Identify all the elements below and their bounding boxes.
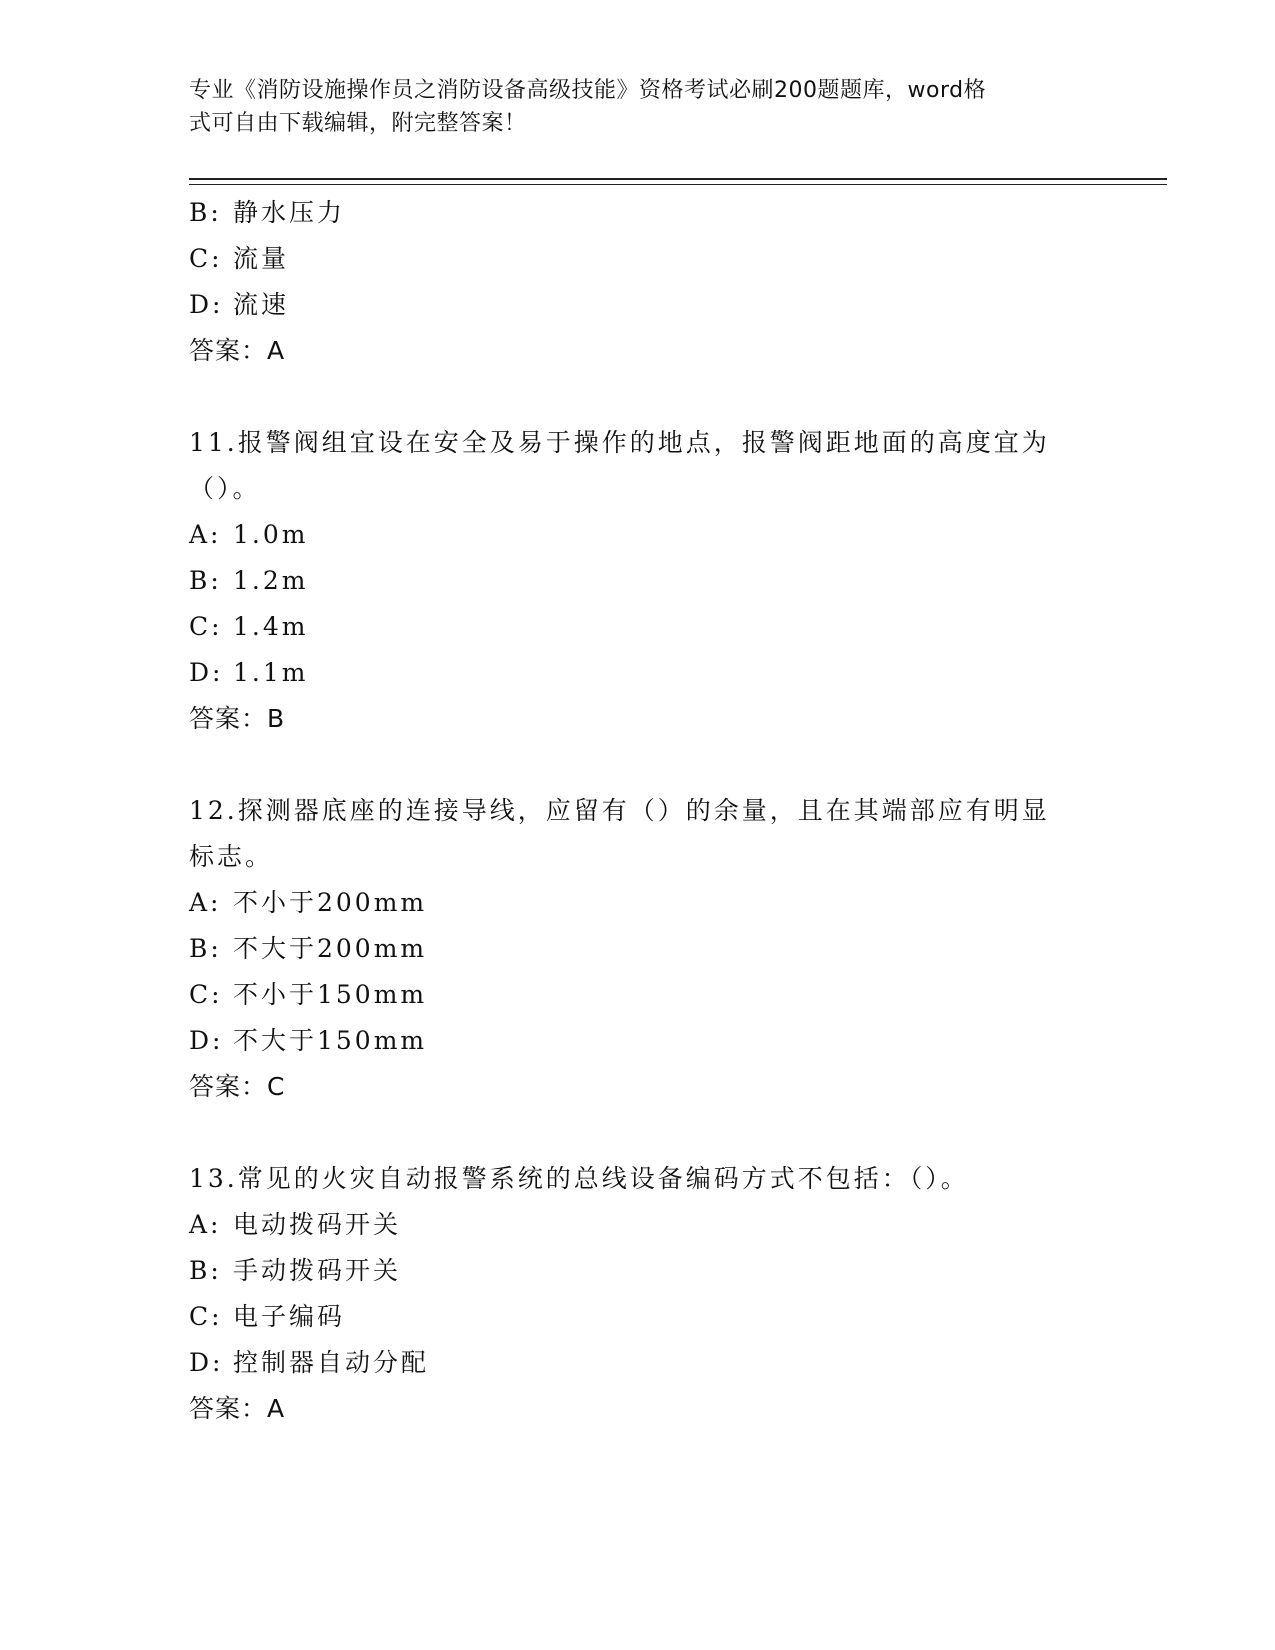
spacer (189, 374, 1089, 420)
option-text: 电子编码 (233, 1302, 346, 1331)
option-b (189, 190, 1089, 236)
option-b (189, 1248, 1089, 1294)
option-text: 1.4m (233, 612, 309, 641)
option-label: C: (189, 244, 223, 273)
option-label: A: (189, 520, 222, 549)
header-line-2: 式可自由下载编辑，附完整答案！ (189, 111, 527, 136)
option-label: B: (189, 566, 222, 595)
option-c (189, 604, 1089, 650)
option-text: 控制器自动分配 (233, 1348, 430, 1377)
answer: 答案：A (189, 1394, 286, 1423)
option-label: B: (189, 934, 222, 963)
option-label: A: (189, 1210, 222, 1239)
answer: 答案：A (189, 336, 286, 365)
option-c (189, 972, 1089, 1018)
option-a (189, 1202, 1089, 1248)
option-d (189, 282, 1089, 328)
option-text: 1.2m (233, 566, 309, 595)
question-10-continuation (189, 190, 1089, 374)
option-label: A: (189, 888, 222, 917)
option-text: 流速 (233, 290, 290, 319)
option-d (189, 1018, 1089, 1064)
option-a (189, 880, 1089, 926)
option-b (189, 926, 1089, 972)
option-text: 1.0m (233, 520, 309, 549)
option-text: 静水压力 (233, 198, 346, 227)
question-11 (189, 420, 1089, 742)
option-text: 不大于200mm (233, 934, 428, 963)
option-label: D: (189, 290, 224, 319)
option-text: 不大于150mm (233, 1026, 428, 1055)
option-d (189, 1340, 1089, 1386)
option-label: C: (189, 1302, 223, 1331)
spacer (189, 742, 1089, 788)
question-13 (189, 1156, 1089, 1432)
option-c (189, 1294, 1089, 1340)
question-text-line-1: 11.报警阀组宜设在安全及易于操作的地点，报警阀距地面的高度宜为 (189, 428, 1050, 457)
answer: 答案：B (189, 704, 286, 733)
spacer (189, 1110, 1089, 1156)
option-d (189, 650, 1089, 696)
question-text-line-1: 12.探测器底座的连接导线，应留有（）的余量，且在其端部应有明显 (189, 796, 1050, 825)
option-a (189, 512, 1089, 558)
question-list (189, 190, 1089, 1432)
option-label: B: (189, 198, 222, 227)
option-c (189, 236, 1089, 282)
option-text: 手动拨码开关 (233, 1256, 402, 1285)
option-label: D: (189, 1026, 224, 1055)
header-divider-bottom (189, 184, 1167, 185)
page-header (189, 74, 1089, 140)
option-text: 不小于200mm (233, 888, 428, 917)
header-line-1: 专业《消防设施操作员之消防设备高级技能》资格考试必刷200题题库，word格 (189, 78, 987, 103)
option-text: 电动拨码开关 (233, 1210, 402, 1239)
option-b (189, 558, 1089, 604)
option-text: 流量 (233, 244, 290, 273)
question-12 (189, 788, 1089, 1110)
option-text: 不小于150mm (233, 980, 428, 1009)
question-text-line-2: （）。 (189, 474, 261, 503)
answer: 答案：C (189, 1072, 286, 1101)
option-text: 1.1m (233, 658, 309, 687)
option-label: C: (189, 612, 223, 641)
option-label: D: (189, 1348, 224, 1377)
question-text-line-1: 13.常见的火灾自动报警系统的总线设备编码方式不包括：（）。 (189, 1164, 969, 1193)
question-text-line-2: 标志。 (189, 842, 274, 871)
option-label: B: (189, 1256, 222, 1285)
option-label: C: (189, 980, 223, 1009)
header-divider-top (189, 178, 1167, 180)
option-label: D: (189, 658, 224, 687)
